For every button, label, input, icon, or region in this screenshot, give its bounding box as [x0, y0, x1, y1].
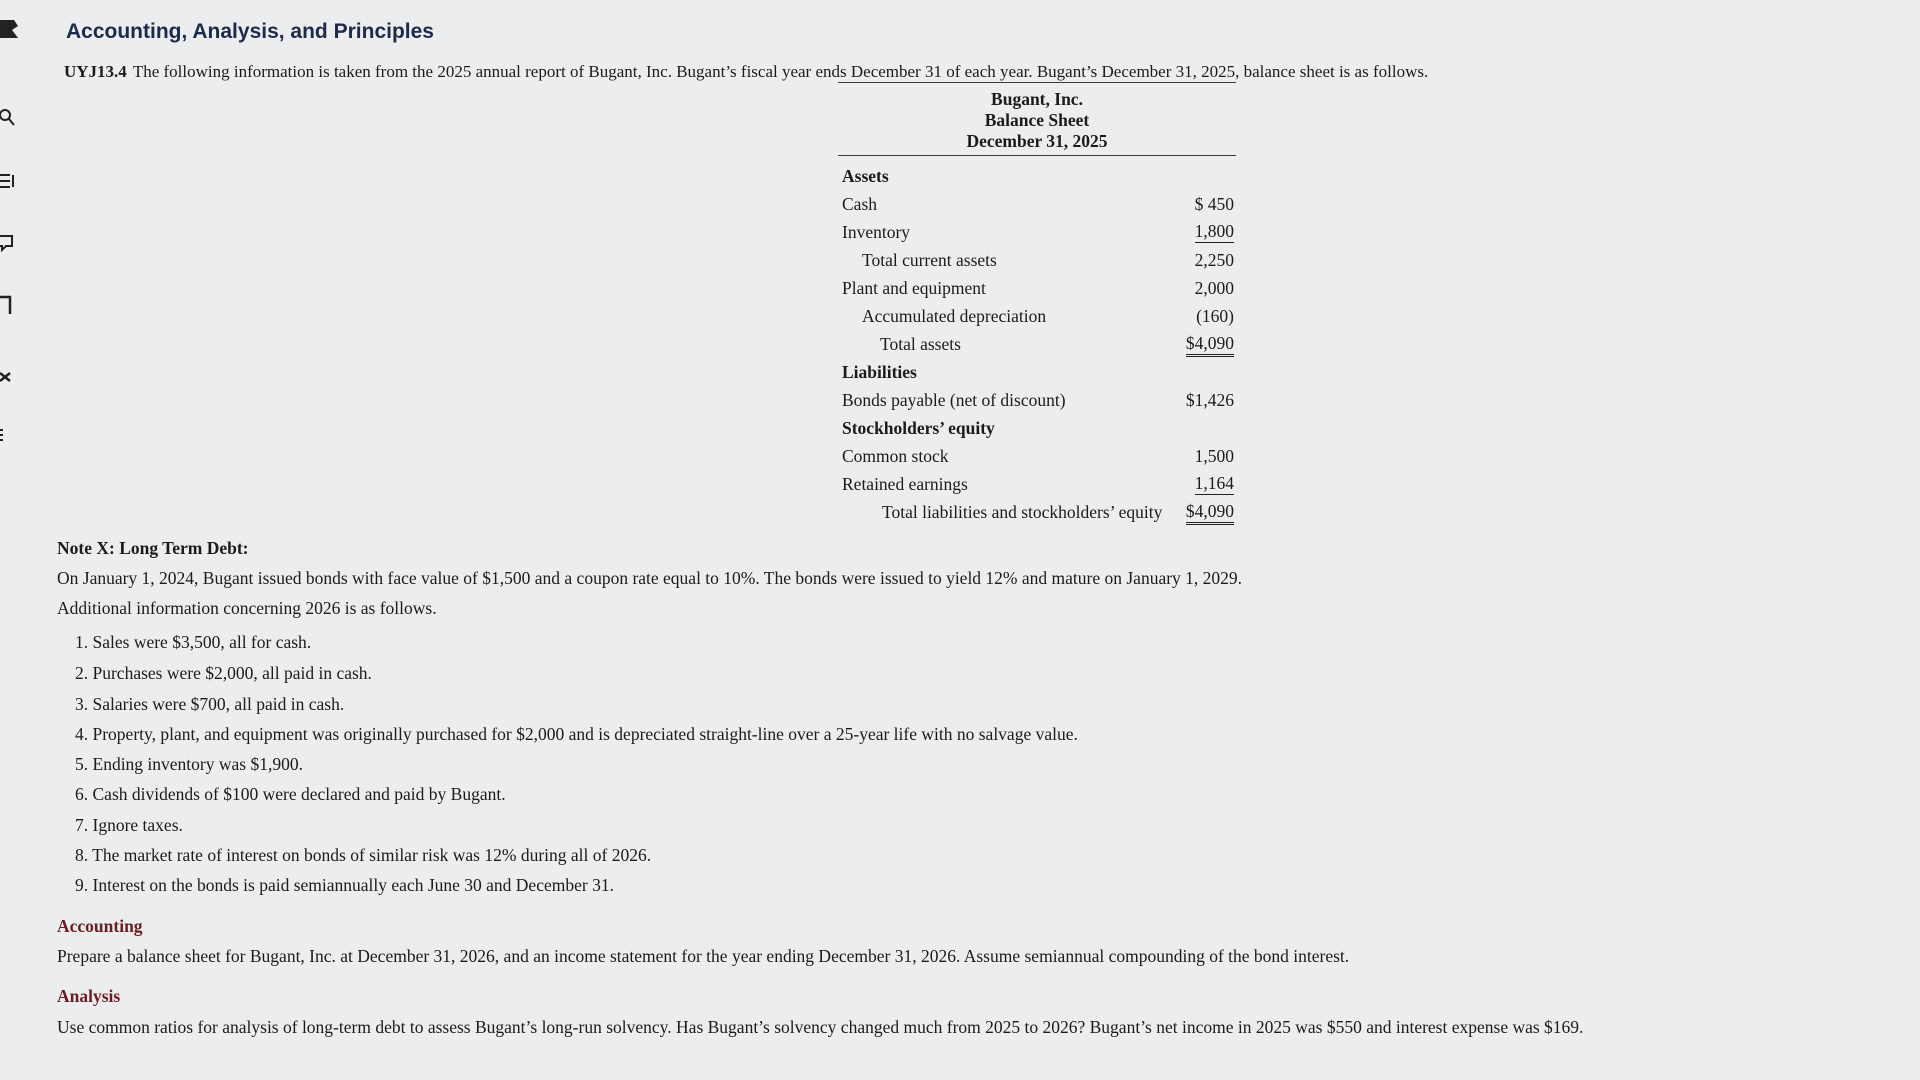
table-row [838, 498, 1236, 526]
list-item: 7. Ignore taxes. [75, 815, 183, 835]
row-label: Retained earnings [842, 474, 968, 494]
list-item: 5. Ending inventory was $1,900. [75, 754, 303, 774]
left-toolbar [0, 0, 22, 1080]
logo-icon [0, 18, 18, 40]
statement-date: December 31, 2025 [966, 131, 1108, 151]
row-value: $1,426 [1185, 390, 1234, 410]
table-row [838, 386, 1236, 414]
row-label: Total assets [880, 334, 961, 354]
row-value: 2,000 [1194, 278, 1234, 298]
row-label: Total current assets [862, 250, 997, 270]
row-label: Cash [842, 194, 877, 214]
row-value: $4,090 [1186, 500, 1234, 525]
menu-icon[interactable] [0, 424, 18, 446]
problem-id: UYJ13.4 [64, 62, 127, 81]
row-value: $ 450 [1194, 194, 1234, 214]
list-item: 6. Cash dividends of $100 were declared and paid by Bugant. [75, 784, 506, 804]
list-icon[interactable] [0, 170, 18, 192]
note-title: Note X: Long Term Debt: [57, 538, 249, 558]
row-label: Accumulated depreciation [862, 306, 1047, 326]
analysis-text: Use common ratios for analysis of long-term debt to assess Bugant’s long-run solvency. Has Bugant’s solvency changed much from 2025 to 2026? Bugant’s net income in 2025 was $550 and interest expense was $169. [57, 1017, 1584, 1037]
balance-sheet-header [838, 82, 1236, 156]
table-row [838, 218, 1236, 246]
row-label: Inventory [842, 222, 911, 242]
section-heading: Accounting, Analysis, and Principles [66, 20, 434, 43]
row-value: 1,164 [1194, 473, 1234, 493]
row-value: (160) [1196, 306, 1234, 326]
section-label-assets: Assets [842, 166, 889, 186]
close-icon[interactable] [0, 366, 18, 388]
list-item: 3. Salaries were $700, all paid in cash. [75, 694, 345, 714]
note-text: On January 1, 2024, Bugant issued bonds with face value of $1,500 and a coupon rate equal to 10%. The bonds were issued to yield 12% and mature on January 1, 2029. [57, 568, 1243, 588]
row-value: $4,090 [1186, 332, 1234, 357]
section-label-equity: Stockholders’ equity [842, 418, 995, 438]
row-value: 1,800 [1194, 221, 1234, 241]
table-row [838, 330, 1236, 358]
table-row [838, 470, 1236, 498]
balance-sheet [838, 82, 1236, 526]
list-item: 9. Interest on the bonds is paid semiannually each June 30 and December 31. [75, 875, 614, 895]
problem-intro-text: The following information is taken from the 2025 annual report of Bugant, Inc. Bugant’s fiscal year ends December 31 of each year. Bugant’s December 31, 2025, balance sheet is as follows. [132, 62, 1429, 81]
table-row [838, 246, 1236, 274]
row-value: 1,500 [1194, 446, 1234, 466]
row-label: Plant and equipment [842, 278, 986, 298]
section-label-liabilities: Liabilities [842, 362, 917, 382]
accounting-title: Accounting [57, 916, 143, 936]
list-item: 4. Property, plant, and equipment was originally purchased for $2,000 and is depreciated straight-line over a 25-year life with no salvage value. [75, 724, 1078, 744]
analysis-title: Analysis [57, 986, 121, 1006]
table-row [838, 274, 1236, 302]
row-label: Common stock [842, 446, 949, 466]
list-item: 8. The market rate of interest on bonds of similar risk was 12% during all of 2026. [75, 845, 652, 865]
table-row [838, 190, 1236, 218]
bookmark-icon[interactable] [0, 294, 18, 316]
problem-intro [64, 62, 1428, 82]
table-row [838, 302, 1236, 330]
list-item: 2. Purchases were $2,000, all paid in cash. [75, 663, 372, 683]
additional-info-intro: Additional information concerning 2026 is as follows. [57, 598, 437, 618]
accounting-text: Prepare a balance sheet for Bugant, Inc. at December 31, 2026, and an income statement for the year ending December 31, 2026. Assume semiannual compounding of the bond interest. [57, 946, 1350, 966]
row-label: Bonds payable (net of discount) [842, 390, 1066, 410]
company-name: Bugant, Inc. [991, 89, 1083, 109]
comment-icon[interactable] [0, 232, 18, 254]
row-value: 2,250 [1194, 250, 1234, 270]
table-row [838, 358, 1236, 386]
table-row [838, 162, 1236, 190]
search-icon[interactable] [0, 106, 18, 128]
table-row [838, 442, 1236, 470]
table-row [838, 414, 1236, 442]
list-item: 1. Sales were $3,500, all for cash. [75, 632, 312, 652]
row-label: Total liabilities and stockholders’ equity [882, 502, 1163, 522]
statement-title: Balance Sheet [984, 110, 1090, 130]
